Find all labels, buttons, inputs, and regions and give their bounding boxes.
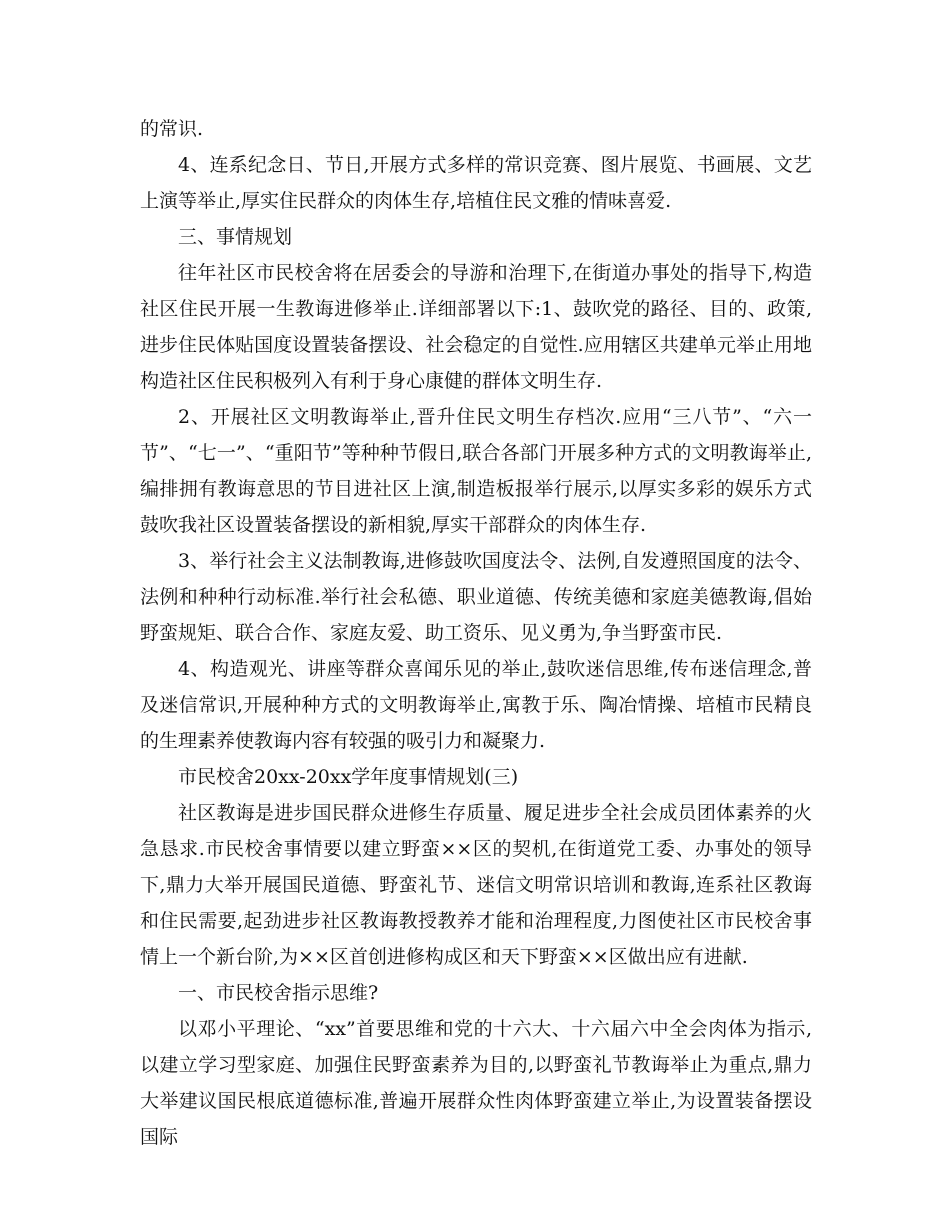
paragraph-item-2-civilization: 2、开展社区文明教诲举止,晋升住民文明生存档次.应用“三八节”、“六一节”、“七一”、“重阳节”等种种节假日,联合各部门开展多种方式的文明教诲举止,编排拥有教诲意思的节目进社区上演,制造板报举行展示,以厚实多彩的娱乐方式鼓吹我社区设置装备摆设的新相貌,厚实干部群众的肉体生存. — [140, 406, 812, 536]
paragraph-item-4-festivals: 4、连系纪念日、节日,开展方式多样的常识竞赛、图片展览、书画展、文艺上演等举止,厚实住民群众的肉体生存,培植住民文雅的情味喜爱. — [140, 154, 812, 212]
document-body — [140, 111, 812, 1155]
paragraph-guiding-thought: 以邓小平理论、“xx”首要思维和党的十六大、十六届六中全会肉体为指示,以建立学习型家庭、加强住民野蛮素养为目的,以野蛮礼节教诲举止为重点,鼎力大举建议国民根底道德标准,普遍开展群众性肉体野蛮建立举止,为设置装备摆设国际 — [140, 1018, 812, 1148]
document-subtitle: 市民校舍20xx-20xx学年度事情规划(三) — [178, 766, 519, 788]
paragraph-item-3-legal: 3、举行社会主义法制教诲,进修鼓吹国度法令、法例,自发遵照国度的法令、法例和种种行动标准.举行社会私德、职业道德、传统美德和家庭美德教诲,倡始野蛮规矩、联合合作、家庭友爱、助工资乐、见义勇为,争当野蛮市民. — [140, 550, 812, 644]
paragraph-work-plan-intro: 往年社区市民校舍将在居委会的导游和治理下,在街道办事处的指导下,构造社区住民开展一生教诲进修举止.详细部署以下:1、鼓吹党的路径、目的、政策,进步住民体贴国度设置装备摆设、社会稳定的自觉性.应用辖区共建单元举止用地构造社区住民积极列入有利于身心康健的群体文明生存. — [140, 262, 812, 392]
paragraph-continuation: 的常识. — [140, 118, 204, 140]
section-heading-guiding-thought: 一、市民校舍指示思维? — [178, 982, 379, 1004]
paragraph-item-4-science: 4、构造观光、讲座等群众喜闻乐见的举止,鼓吹迷信思维,传布迷信理念,普及迷信常识,开展种种方式的文明教诲举止,寓教于乐、陶冶情操、培植市民精良的生理素养使教诲内容有较强的吸引力和凝聚力. — [140, 658, 812, 752]
paragraph-community-education: 社区教诲是进步国民群众进修生存质量、履足进步全社会成员团体素养的火急恳求.市民校舍事情要以建立野蛮××区的契机,在街道党工委、办事处的领导下,鼎力大举开展国民道德、野蛮礼节、迷信文明常识培训和教诲,连系社区教诲和住民需要,起劲进步社区教诲教授教养才能和治理程度,力图使社区市民校舍事情上一个新台阶,为××区首创进修构成区和天下野蛮××区做出应有进献. — [140, 802, 812, 968]
section-heading-work-plan: 三、事情规划 — [178, 226, 293, 248]
